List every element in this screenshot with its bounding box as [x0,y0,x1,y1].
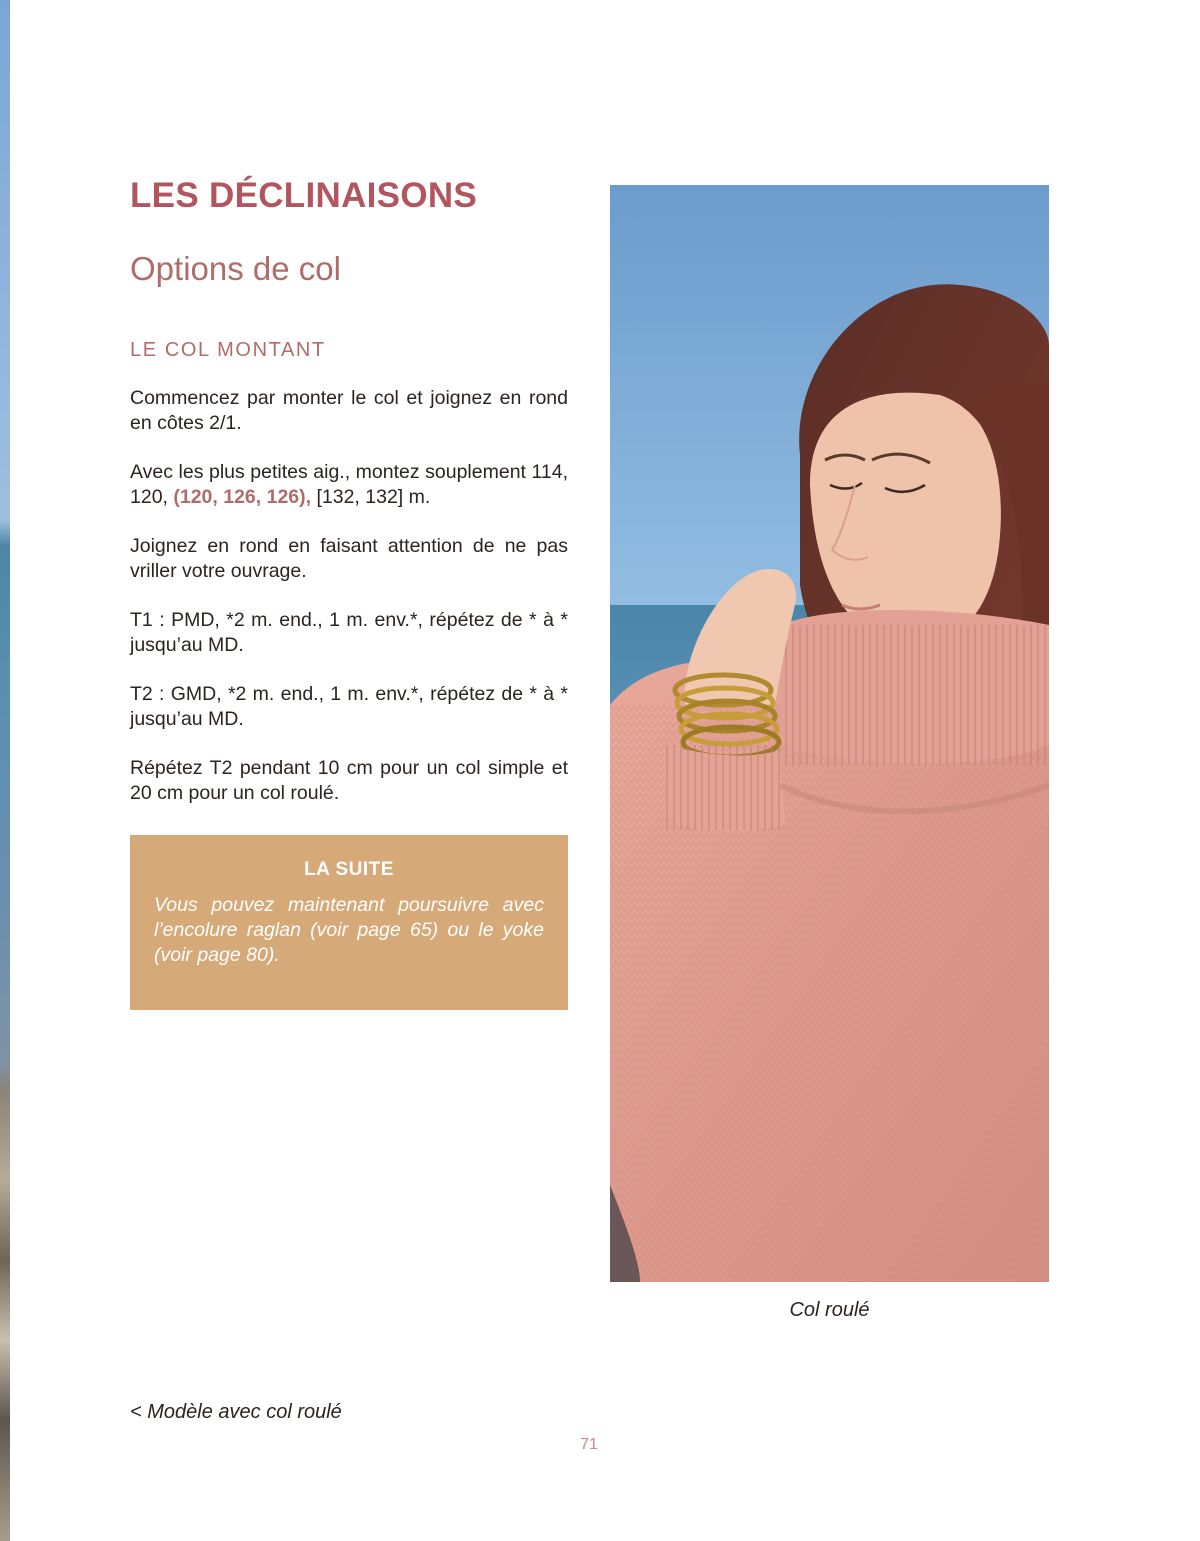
highlighted-sizes: (120, 126, 126), [173,486,312,508]
cast-on-text: Avec les plus petites aig., montez souplement 114, 120, [130,461,568,508]
callout-body: Vous pouvez maintenant poursuivre avec l’encolure raglan (voir page 65) ou le yoke (voir page 80). [154,894,544,966]
subsection-title: Options de col [130,250,341,287]
next-steps-callout [130,835,568,1010]
callout-title: LA SUITE [304,859,394,880]
section-title: LES DÉCLINAISONS [130,176,478,215]
paragraph: Répétez T2 pendant 10 cm pour un col simple et 20 cm pour un col roulé. [130,757,568,804]
paragraph-round-1: T1 : PMD, *2 m. end., 1 m. env.*, répétez de * à * jusqu’au MD. [130,609,568,656]
model-reference-note: < Modèle avec col roulé [130,1401,342,1423]
page-number: 71 [580,1436,598,1453]
instruction-body [130,386,568,830]
photo-caption: Col roulé [789,1299,870,1321]
instruction-heading: LE COL MONTANT [130,339,326,361]
paragraph: Commencez par monter le col et joignez en rond en côtes 2/1. [130,387,568,434]
paragraph-round-2: T2 : GMD, *2 m. end., 1 m. env.*, répétez de * à * jusqu’au MD. [130,683,568,730]
cast-on-text-end: [132, 132] m. [311,486,431,508]
adjacent-page-photo-edge [0,0,10,1541]
turtleneck-photo [610,185,1049,1282]
paragraph: Joignez en rond en faisant attention de ne pas vriller votre ouvrage. [130,535,568,582]
paragraph-cast-on [130,460,568,510]
